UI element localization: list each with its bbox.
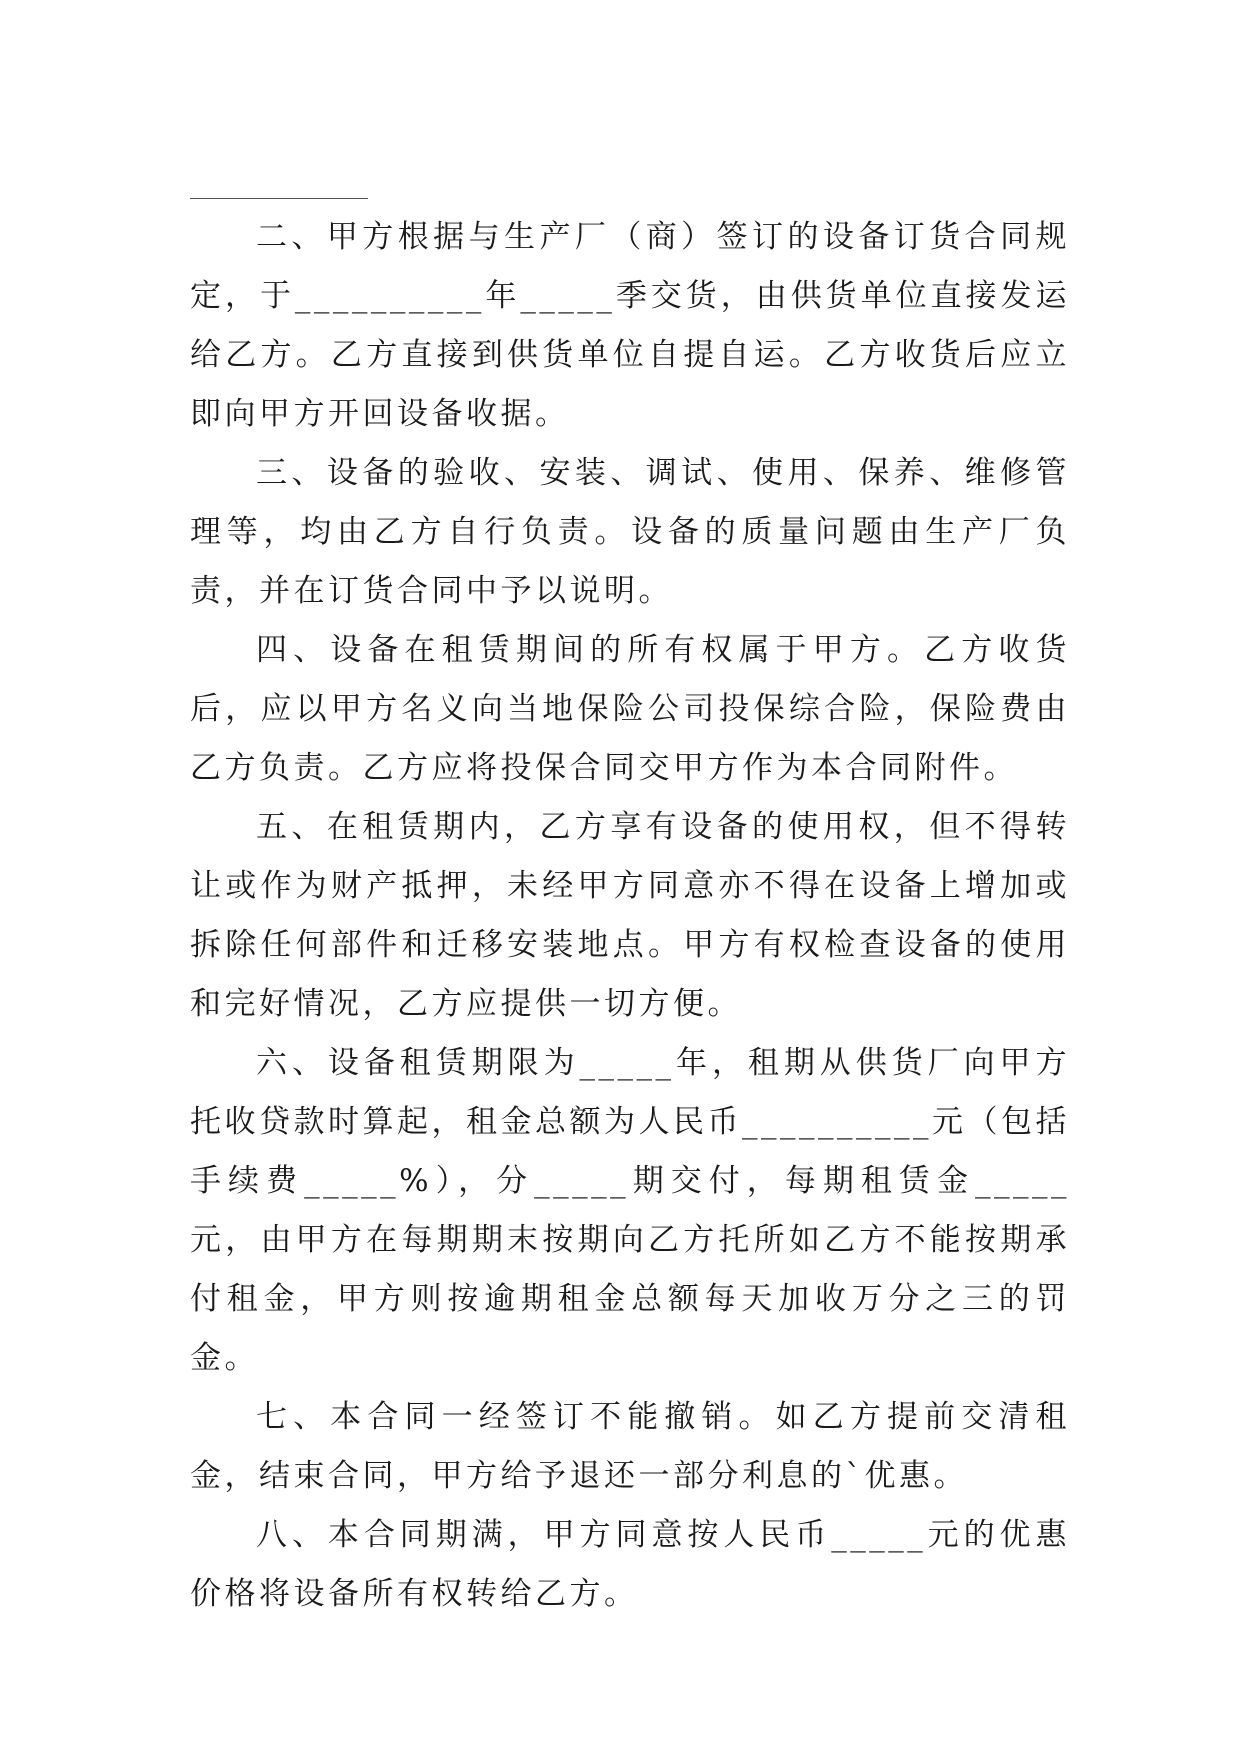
clause-4: 四、设备在租赁期间的所有权属于甲方。乙方收货后，应以甲方名义向当地保险公司投保综合险，保险费由乙方负责。乙方应将投保合同交甲方作为本合同附件。 (190, 632, 1070, 786)
top-rule-line (190, 198, 368, 199)
clause-6: 六、设备租赁期限为_____年，租期从供货厂向甲方托收贷款时算起，租金总额为人民币__________元（包括手续费_____%），分_____期交付，每期租赁金_____元，由甲方在每期期末按期向乙方托所如乙方不能按期承付租金，甲方则按逾期租金总额每天加收万分之三的罚金。 (190, 1045, 1070, 1376)
clause-3: 三、设备的验收、安装、调试、使用、保养、维修管理等，均由乙方自行负责。设备的质量问题由生产厂负责，并在订货合同中予以说明。 (190, 455, 1070, 609)
clause-8: 八、本合同期满，甲方同意按人民币_____元的优惠价格将设备所有权转给乙方。 (190, 1517, 1070, 1612)
clause-2: 二、甲方根据与生产厂（商）签订的设备订货合同规定，于__________年_____季交货，由供货单位直接发运给乙方。乙方直接到供货单位自提自运。乙方收货后应立即向甲方开回设备收据。 (190, 219, 1070, 432)
document-body (190, 208, 1070, 1624)
clause-5: 五、在租赁期内，乙方享有设备的使用权，但不得转让或作为财产抵押，未经甲方同意亦不得在设备上增加或拆除任何部件和迁移安装地点。甲方有权检查设备的使用和完好情况，乙方应提供一切方便。 (190, 809, 1070, 1022)
clause-7: 七、本合同一经签订不能撤销。如乙方提前交清租金，结束合同，甲方给予退还一部分利息的`优惠。 (190, 1399, 1070, 1494)
